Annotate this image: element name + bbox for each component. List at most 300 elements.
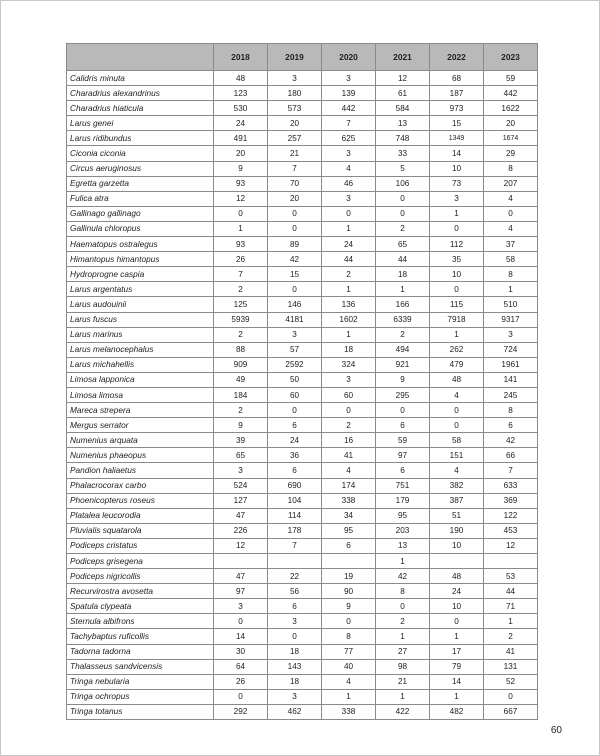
count-cell: 1	[484, 614, 538, 629]
count-cell: 9	[214, 418, 268, 433]
species-name-cell: Tringa totanus	[67, 704, 214, 719]
count-cell: 1	[430, 206, 484, 221]
count-cell: 48	[430, 372, 484, 387]
count-cell: 7	[268, 161, 322, 176]
species-name-cell: Ciconia ciconia	[67, 146, 214, 161]
count-cell: 442	[322, 101, 376, 116]
table-row	[67, 116, 538, 131]
count-cell: 7	[484, 463, 538, 478]
header-year-2023: 2023	[484, 44, 538, 71]
count-cell: 139	[322, 86, 376, 101]
count-cell: 51	[430, 508, 484, 523]
count-cell: 0	[322, 403, 376, 418]
count-cell: 479	[430, 357, 484, 372]
count-cell: 9	[214, 161, 268, 176]
count-cell: 136	[322, 297, 376, 312]
species-name-cell: Numenius phaeopus	[67, 448, 214, 463]
count-cell: 3	[322, 372, 376, 387]
count-cell: 8	[484, 161, 538, 176]
count-cell: 58	[484, 252, 538, 267]
count-cell: 21	[268, 146, 322, 161]
count-cell: 6	[322, 538, 376, 553]
count-cell: 58	[430, 433, 484, 448]
species-name-cell: Mergus serrator	[67, 418, 214, 433]
count-cell: 203	[376, 523, 430, 538]
count-cell: 262	[430, 342, 484, 357]
count-cell: 6	[484, 418, 538, 433]
species-name-cell: Limosa lapponica	[67, 372, 214, 387]
count-cell: 1	[430, 327, 484, 342]
count-cell: 1	[376, 689, 430, 704]
species-name-cell: Tringa ochropus	[67, 689, 214, 704]
count-cell: 625	[322, 131, 376, 146]
species-name-cell: Larus fuscus	[67, 312, 214, 327]
count-cell: 1674	[484, 131, 538, 146]
count-cell: 18	[322, 342, 376, 357]
count-cell: 973	[430, 101, 484, 116]
count-cell: 42	[268, 252, 322, 267]
count-cell: 0	[484, 689, 538, 704]
table-row	[67, 252, 538, 267]
count-cell: 0	[430, 418, 484, 433]
count-cell: 9	[376, 372, 430, 387]
count-cell: 61	[376, 86, 430, 101]
count-cell: 184	[214, 387, 268, 402]
count-cell: 7	[322, 116, 376, 131]
count-cell: 3	[268, 689, 322, 704]
count-cell: 17	[430, 644, 484, 659]
count-cell: 921	[376, 357, 430, 372]
species-name-cell: Podiceps grisegena	[67, 554, 214, 569]
count-cell: 1	[484, 282, 538, 297]
species-name-cell: Gallinula chloropus	[67, 221, 214, 236]
count-cell: 127	[214, 493, 268, 508]
count-cell: 47	[214, 569, 268, 584]
page-number: 60	[550, 725, 562, 736]
count-cell: 15	[268, 267, 322, 282]
species-name-cell: Larus marinus	[67, 327, 214, 342]
count-cell: 98	[376, 659, 430, 674]
count-cell: 33	[376, 146, 430, 161]
table-row	[67, 101, 538, 116]
header-year-2020: 2020	[322, 44, 376, 71]
count-cell: 39	[214, 433, 268, 448]
count-cell: 0	[214, 206, 268, 221]
count-cell: 97	[214, 584, 268, 599]
count-cell: 226	[214, 523, 268, 538]
count-cell: 207	[484, 176, 538, 191]
count-cell: 494	[376, 342, 430, 357]
count-cell: 6	[268, 599, 322, 614]
species-name-cell: Larus genei	[67, 116, 214, 131]
count-cell: 690	[268, 478, 322, 493]
count-cell: 26	[214, 674, 268, 689]
table-row	[67, 523, 538, 538]
count-cell: 4181	[268, 312, 322, 327]
table-row	[67, 387, 538, 402]
count-cell: 295	[376, 387, 430, 402]
count-cell: 166	[376, 297, 430, 312]
count-cell: 53	[484, 569, 538, 584]
count-cell: 338	[322, 704, 376, 719]
table-row	[67, 206, 538, 221]
count-cell: 151	[430, 448, 484, 463]
species-name-cell: Tachybaptus ruficollis	[67, 629, 214, 644]
count-cell: 114	[268, 508, 322, 523]
count-cell: 24	[430, 584, 484, 599]
count-cell: 143	[268, 659, 322, 674]
count-cell: 4	[484, 221, 538, 236]
count-cell: 6	[268, 418, 322, 433]
count-cell: 44	[376, 252, 430, 267]
table-row	[67, 297, 538, 312]
count-cell: 46	[322, 176, 376, 191]
count-cell: 59	[484, 71, 538, 86]
count-cell: 5939	[214, 312, 268, 327]
count-cell: 524	[214, 478, 268, 493]
count-cell: 3	[322, 191, 376, 206]
count-cell: 3	[322, 71, 376, 86]
count-cell: 8	[484, 267, 538, 282]
species-name-cell: Hydroprogne caspia	[67, 267, 214, 282]
count-cell: 112	[430, 237, 484, 252]
count-cell: 1	[376, 629, 430, 644]
count-cell: 42	[376, 569, 430, 584]
count-cell: 3	[268, 71, 322, 86]
table-row	[67, 403, 538, 418]
count-cell: 6339	[376, 312, 430, 327]
table-row	[67, 584, 538, 599]
count-cell: 6	[268, 463, 322, 478]
count-cell: 42	[484, 433, 538, 448]
count-cell: 52	[484, 674, 538, 689]
count-cell: 4	[322, 161, 376, 176]
count-cell: 584	[376, 101, 430, 116]
count-cell: 6	[376, 418, 430, 433]
count-cell: 56	[268, 584, 322, 599]
count-cell: 0	[484, 206, 538, 221]
species-name-cell: Limosa limosa	[67, 387, 214, 402]
species-name-cell: Larus melanocephalus	[67, 342, 214, 357]
count-cell: 10	[430, 267, 484, 282]
count-cell: 1	[430, 689, 484, 704]
table-header-row	[67, 44, 538, 71]
species-name-cell: Larus argentatus	[67, 282, 214, 297]
count-cell: 15	[430, 116, 484, 131]
table-row	[67, 131, 538, 146]
count-cell: 3	[214, 599, 268, 614]
header-year-2019: 2019	[268, 44, 322, 71]
count-cell: 2	[214, 282, 268, 297]
count-cell: 12	[484, 538, 538, 553]
count-cell: 462	[268, 704, 322, 719]
count-cell: 9	[322, 599, 376, 614]
count-cell: 30	[214, 644, 268, 659]
header-species	[67, 44, 214, 71]
count-cell: 22	[268, 569, 322, 584]
count-cell: 21	[376, 674, 430, 689]
count-cell: 20	[268, 116, 322, 131]
count-cell: 13	[376, 538, 430, 553]
count-cell: 66	[484, 448, 538, 463]
count-cell: 18	[268, 674, 322, 689]
count-cell: 3	[322, 146, 376, 161]
count-cell	[430, 554, 484, 569]
count-cell: 93	[214, 176, 268, 191]
count-cell: 35	[430, 252, 484, 267]
table-row	[67, 493, 538, 508]
count-cell: 2	[376, 221, 430, 236]
count-cell: 141	[484, 372, 538, 387]
count-cell: 0	[376, 206, 430, 221]
count-cell: 89	[268, 237, 322, 252]
count-cell: 573	[268, 101, 322, 116]
count-cell: 338	[322, 493, 376, 508]
count-cell: 1	[322, 689, 376, 704]
count-cell: 47	[214, 508, 268, 523]
count-cell: 2592	[268, 357, 322, 372]
count-cell	[484, 554, 538, 569]
count-cell: 57	[268, 342, 322, 357]
count-cell: 442	[484, 86, 538, 101]
count-cell: 1622	[484, 101, 538, 116]
count-cell: 34	[322, 508, 376, 523]
count-cell: 12	[214, 191, 268, 206]
count-cell: 190	[430, 523, 484, 538]
count-cell	[268, 554, 322, 569]
species-name-cell: Gallinago gallinago	[67, 206, 214, 221]
count-cell: 20	[214, 146, 268, 161]
count-cell: 0	[376, 403, 430, 418]
count-cell	[322, 554, 376, 569]
count-cell: 0	[268, 282, 322, 297]
count-cell: 667	[484, 704, 538, 719]
count-cell: 60	[268, 387, 322, 402]
count-cell: 530	[214, 101, 268, 116]
table-row	[67, 221, 538, 236]
count-cell: 1602	[322, 312, 376, 327]
count-cell: 77	[322, 644, 376, 659]
count-cell: 8	[322, 629, 376, 644]
count-cell: 27	[376, 644, 430, 659]
count-cell: 41	[484, 644, 538, 659]
header-year-2021: 2021	[376, 44, 430, 71]
count-cell: 2	[376, 614, 430, 629]
table-row	[67, 614, 538, 629]
count-cell: 48	[430, 569, 484, 584]
table-body	[67, 71, 538, 720]
count-cell: 0	[376, 599, 430, 614]
count-cell: 7	[268, 538, 322, 553]
count-cell: 909	[214, 357, 268, 372]
count-cell: 178	[268, 523, 322, 538]
species-name-cell: Pandion haliaetus	[67, 463, 214, 478]
count-cell: 106	[376, 176, 430, 191]
species-name-cell: Spatula clypeata	[67, 599, 214, 614]
count-cell: 73	[430, 176, 484, 191]
count-cell: 1	[214, 221, 268, 236]
count-cell: 3	[430, 191, 484, 206]
count-cell: 0	[430, 403, 484, 418]
species-name-cell: Calidris minuta	[67, 71, 214, 86]
count-cell: 369	[484, 493, 538, 508]
species-name-cell: Phoenicopterus roseus	[67, 493, 214, 508]
count-cell: 13	[376, 116, 430, 131]
count-cell: 104	[268, 493, 322, 508]
table-row	[67, 448, 538, 463]
count-cell: 510	[484, 297, 538, 312]
table-row	[67, 86, 538, 101]
table-row	[67, 237, 538, 252]
count-cell: 324	[322, 357, 376, 372]
species-name-cell: Larus audouinii	[67, 297, 214, 312]
count-cell: 8	[376, 584, 430, 599]
species-count-table	[66, 43, 538, 720]
table-row	[67, 538, 538, 553]
count-cell: 115	[430, 297, 484, 312]
count-cell: 9317	[484, 312, 538, 327]
count-cell: 12	[376, 71, 430, 86]
count-cell: 7918	[430, 312, 484, 327]
count-cell: 60	[322, 387, 376, 402]
count-cell: 123	[214, 86, 268, 101]
table-row	[67, 71, 538, 86]
table-row	[67, 146, 538, 161]
count-cell: 20	[484, 116, 538, 131]
count-cell: 48	[214, 71, 268, 86]
count-cell: 748	[376, 131, 430, 146]
count-cell: 88	[214, 342, 268, 357]
table-row	[67, 674, 538, 689]
table-row	[67, 372, 538, 387]
count-cell: 44	[322, 252, 376, 267]
count-cell: 245	[484, 387, 538, 402]
count-cell: 59	[376, 433, 430, 448]
count-cell: 71	[484, 599, 538, 614]
count-cell: 292	[214, 704, 268, 719]
table-row	[67, 267, 538, 282]
count-cell: 24	[214, 116, 268, 131]
table-row	[67, 342, 538, 357]
count-cell: 24	[322, 237, 376, 252]
count-cell: 131	[484, 659, 538, 674]
species-name-cell: Platalea leucorodia	[67, 508, 214, 523]
count-cell: 4	[484, 191, 538, 206]
count-cell: 0	[214, 614, 268, 629]
count-cell: 40	[322, 659, 376, 674]
count-cell: 3	[268, 327, 322, 342]
count-cell: 49	[214, 372, 268, 387]
table-row	[67, 704, 538, 719]
count-cell: 79	[430, 659, 484, 674]
species-name-cell: Egretta garzetta	[67, 176, 214, 191]
count-cell: 0	[430, 614, 484, 629]
table-row	[67, 689, 538, 704]
count-cell: 14	[430, 674, 484, 689]
count-cell: 2	[214, 403, 268, 418]
count-cell: 6	[376, 463, 430, 478]
count-cell: 10	[430, 599, 484, 614]
table-row	[67, 599, 538, 614]
count-cell: 0	[268, 206, 322, 221]
count-cell: 0	[214, 689, 268, 704]
count-cell: 1	[376, 554, 430, 569]
count-cell: 95	[322, 523, 376, 538]
table-row	[67, 433, 538, 448]
count-cell: 2	[376, 327, 430, 342]
species-name-cell: Larus michahellis	[67, 357, 214, 372]
count-cell: 180	[268, 86, 322, 101]
table-row	[67, 357, 538, 372]
count-cell: 1	[430, 629, 484, 644]
species-name-cell: Recurvirostra avosetta	[67, 584, 214, 599]
species-name-cell: Fulica atra	[67, 191, 214, 206]
table-row	[67, 418, 538, 433]
species-name-cell: Thalasseus sandvicensis	[67, 659, 214, 674]
count-cell: 29	[484, 146, 538, 161]
count-cell: 95	[376, 508, 430, 523]
count-cell: 14	[214, 629, 268, 644]
count-cell: 0	[322, 614, 376, 629]
table-row	[67, 282, 538, 297]
count-cell: 2	[484, 629, 538, 644]
count-cell: 14	[430, 146, 484, 161]
species-name-cell: Mareca strepera	[67, 403, 214, 418]
count-cell: 1349	[430, 131, 484, 146]
count-cell: 12	[214, 538, 268, 553]
count-cell: 1	[376, 282, 430, 297]
count-cell: 0	[376, 191, 430, 206]
count-cell: 44	[484, 584, 538, 599]
header-year-2022: 2022	[430, 44, 484, 71]
count-cell: 37	[484, 237, 538, 252]
count-cell: 65	[376, 237, 430, 252]
table-row	[67, 161, 538, 176]
count-cell: 179	[376, 493, 430, 508]
count-cell: 8	[484, 403, 538, 418]
species-name-cell: Haematopus ostralegus	[67, 237, 214, 252]
count-cell: 724	[484, 342, 538, 357]
count-cell: 97	[376, 448, 430, 463]
count-cell: 0	[430, 221, 484, 236]
count-cell: 122	[484, 508, 538, 523]
count-cell: 36	[268, 448, 322, 463]
table-row	[67, 312, 538, 327]
species-name-cell: Phalacrocorax carbo	[67, 478, 214, 493]
table-row	[67, 554, 538, 569]
species-name-cell: Charadrius alexandrinus	[67, 86, 214, 101]
species-name-cell: Himantopus himantopus	[67, 252, 214, 267]
species-name-cell: Sternula albifrons	[67, 614, 214, 629]
count-cell: 1	[322, 327, 376, 342]
table-row	[67, 191, 538, 206]
count-cell: 24	[268, 433, 322, 448]
count-cell: 0	[268, 403, 322, 418]
count-cell: 64	[214, 659, 268, 674]
count-cell: 5	[376, 161, 430, 176]
count-cell: 18	[376, 267, 430, 282]
table-row	[67, 659, 538, 674]
count-cell: 7	[214, 267, 268, 282]
count-cell: 0	[430, 282, 484, 297]
header-year-2018: 2018	[214, 44, 268, 71]
count-cell: 453	[484, 523, 538, 538]
count-cell: 41	[322, 448, 376, 463]
table-row	[67, 644, 538, 659]
count-cell: 2	[214, 327, 268, 342]
table-row	[67, 176, 538, 191]
count-cell: 0	[268, 629, 322, 644]
